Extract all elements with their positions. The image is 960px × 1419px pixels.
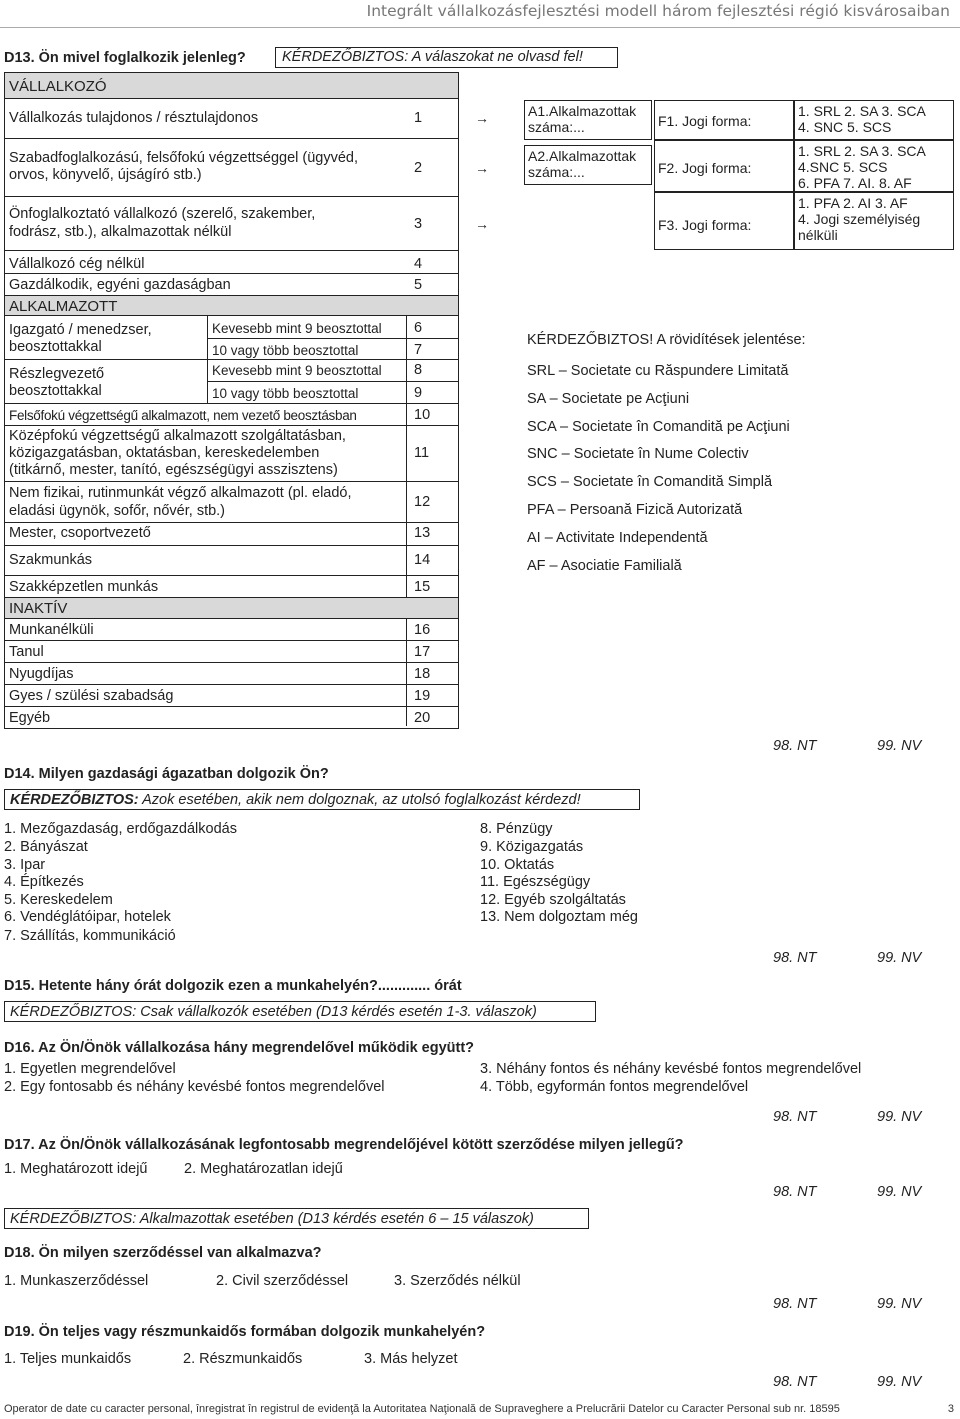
f2-opts-2: 4.SNC 5. SCS [798,159,888,175]
row-8-code: 8 [414,362,423,378]
d14-opt: 7. Szállítás, kommunikáció [4,928,176,944]
d14-note: KÉRDEZŐBIZTOS: Azok esetében, akik nem dolgoznak, az utolsó foglalkozást kérdezd! [10,792,581,808]
d16-opt: 3. Néhány fontos és néhány kevésbé fontos megrendelővel [480,1061,862,1077]
nv-label: 99. NV [877,1109,922,1125]
abbrev-item: SNC – Societate în Nume Colectiv [527,446,749,462]
d18-opt: 2. Civil szerződéssel [216,1273,349,1289]
row-17-code: 17 [414,644,431,660]
divider [4,138,459,139]
f3-opts-cell [794,192,954,250]
f2-cell [654,140,794,192]
row-3-code: 3 [414,216,423,232]
d16-opt: 1. Egyetlen megrendelővel [4,1061,176,1077]
abbrev-title: KÉRDEZŐBIZTOS! A rövidítések jelentése: [527,332,806,348]
a1-label-2: száma:... [528,119,585,135]
d15-note: KÉRDEZŐBIZTOS: Csak vállalkozók esetében (D13 kérdés esetén 1-3. válaszok) [10,1004,537,1020]
row-13-code: 13 [414,525,431,541]
group-reszleg-2: beosztottakkal [9,383,102,399]
divider [207,381,459,382]
a2-label-1: A2.Alkalmazottak [528,148,637,164]
divider [4,684,459,685]
f3-cell [654,192,794,250]
f1-cell [654,100,794,140]
d14-opt: 5. Kereskedelem [4,892,113,908]
divider [4,640,459,641]
nt-label: 98. NT [773,1296,817,1312]
row-5-code: 5 [414,277,423,293]
a2-cell [524,145,652,185]
d18-opt: 1. Munkaszerződéssel [4,1273,149,1289]
row-7-code: 7 [414,342,423,358]
d15-question: D15. Hetente hány órát dolgozik ezen a munkahelyén?............. órát [4,978,462,994]
f2-label: F2. Jogi forma: [658,160,752,176]
row-4-label: Vállalkozó cég nélkül [9,256,145,272]
divider [406,316,407,726]
d14-opt: 2. Bányászat [4,839,88,855]
a2-label-2: száma:... [528,164,585,180]
d17-note-box [4,1208,589,1229]
d16-question: D16. Az Ön/Önök vállalkozása hány megrendelővel működik együtt? [4,1040,475,1056]
page-number: 3 [947,1403,954,1415]
row-2-code: 2 [414,160,423,176]
d14-question: D14. Milyen gazdasági ágazatban dolgozik Ön? [4,766,329,782]
running-header: Integrált vállalkozásfejlesztési modell három fejlesztési régió kisvárosaiban [366,2,950,20]
row-12-code: 12 [414,494,431,510]
row-16-code: 16 [414,622,431,638]
header-rule [0,27,960,28]
row-11-label-2: közigazgatásban, oktatásban, kereskedelemben [9,445,320,461]
f1-opts-2: 4. SNC 5. SCS [798,119,892,135]
d17-opt: 1. Meghatározott idejű [4,1161,148,1177]
row-11-label-3: (titkárnő, mester, tanító, egészségügyi asszisztens) [9,462,338,478]
nv-label: 99. NV [877,950,922,966]
d18-opt: 3. Szerződés nélkül [394,1273,521,1289]
d13-note-box [275,47,618,68]
d14-note-box [4,789,640,810]
arrow-right-icon: → [475,110,489,126]
row-18-code: 18 [414,666,431,682]
row-4-code: 4 [414,256,423,272]
row-18-label: Nyugdíjas [9,666,74,682]
nt-label: 98. NT [773,738,817,754]
row-13-label: Mester, csoportvezető [9,525,151,541]
row-14-label: Szakmunkás [9,552,93,568]
row-11-label-1: Középfokú végzettségű alkalmazott szolgáltatásban, [9,428,346,444]
d19-opt: 3. Más helyzet [364,1351,458,1367]
row-9-code: 9 [414,385,423,401]
d16-opt: 4. Több, egyformán fontos megrendelővel [480,1079,749,1095]
row-19-code: 19 [414,688,431,704]
a1-cell [524,100,652,140]
row-15-label: Szakképzetlen munkás [9,579,159,595]
row-5-label: Gazdálkodik, egyéni gazdaságban [9,277,231,293]
divider [4,706,459,707]
divider [207,338,459,339]
divider [4,425,459,426]
f3-label: F3. Jogi forma: [658,217,752,233]
d17-opt: 2. Meghatározatlan idejű [184,1161,343,1177]
arrow-right-icon: → [475,160,489,176]
row-19-label: Gyes / szülési szabadság [9,688,174,704]
abbrev-item: SRL – Societate cu Răspundere Limitată [527,363,789,379]
group-reszleg-1: Részlegvezető [9,366,105,382]
row-6-label: Kevesebb mint 9 beosztottal [212,321,382,336]
row-2-label-2: orvos, könyvelő, újságíró stb.) [9,167,202,183]
divider [4,522,459,523]
divider [4,273,459,274]
nt-label: 98. NT [773,1374,817,1390]
f3-opts-1: 1. PFA 2. AI 3. AF [798,195,908,211]
nt-label: 98. NT [773,1184,817,1200]
d15-note-box [4,1001,596,1022]
row-7-label: 10 vagy több beosztottal [212,343,359,358]
divider [4,662,459,663]
d19-opt: 1. Teljes munkaidős [4,1351,132,1367]
section-alkalmazott [4,295,459,316]
d14-opt: 1. Mezőgazdaság, erdőgazdálkodás [4,821,237,837]
row-10-label: Felsőfokú végzettségű alkalmazott, nem vezető beosztásban [9,408,357,423]
section-inaktiv-label: INAKTÍV [9,600,68,617]
row-12-label-1: Nem fizikai, rutinmunkát végző alkalmazott (pl. eladó, [9,485,352,501]
row-16-label: Munkanélküli [9,622,94,638]
divider [4,575,459,576]
f2-opts-3: 6. PFA 7. AI. 8. AF [798,175,912,191]
d18-question: D18. Ön milyen szerződéssel van alkalmazva? [4,1245,322,1261]
a1-label-1: A1.Alkalmazottak [528,103,637,119]
divider [4,403,459,404]
arrow-right-icon: → [475,216,489,232]
abbrev-item: SCA – Societate în Comandită pe Acţiuni [527,419,790,435]
f3-opts-2: 4. Jogi személyiség [798,211,921,227]
d19-question: D19. Ön teljes vagy részmunkaidős formában dolgozik munkahelyén? [4,1324,486,1340]
nt-label: 98. NT [773,950,817,966]
row-2-label-1: Szabadfoglalkozású, felsőfokú végzettséggel (ügyvéd, [9,150,359,166]
abbrev-item: SCS – Societate în Comandită Simplă [527,474,773,490]
row-20-code: 20 [414,710,431,726]
row-20-label: Egyéb [9,710,51,726]
f1-opts-1: 1. SRL 2. SA 3. SCA [798,103,926,119]
section-inaktiv [4,597,459,619]
abbrev-item: SA – Societate pe Acţiuni [527,391,690,407]
d14-opt: 4. Építkezés [4,874,84,890]
d14-opt: 11. Egészségügy [480,874,591,890]
d19-opt: 2. Részmunkaidős [183,1351,303,1367]
d14-opt: 13. Nem dolgoztam még [480,909,638,925]
section-vallalkozo [4,72,459,99]
f1-opts-cell [794,100,954,140]
divider [4,250,459,251]
d14-opt: 12. Egyéb szolgáltatás [480,892,626,908]
footer-text: Operator de date cu caracter personal, înregistrat în registrul de evidenţă la Autoritatea Naţională de Supraveghere a Prelucrării Datelor cu Caracter Personal sub nr. 18595 [4,1403,840,1415]
section-alkalmazott-label: ALKALMAZOTT [9,298,118,315]
d16-opt: 2. Egy fontosabb és néhány kevésbé fontos megrendelővel [4,1079,385,1095]
row-8-label: Kevesebb mint 9 beosztottal [212,363,382,378]
d14-opt: 6. Vendéglátóipar, hotelek [4,909,171,925]
f1-label: F1. Jogi forma: [658,113,752,129]
row-14-code: 14 [414,552,431,568]
row-11-code: 11 [414,445,430,461]
row-1-code: 1 [414,110,423,126]
abbrev-item: PFA – Persoană Fizică Autorizată [527,502,743,518]
abbrev-item: AI – Activitate Independentă [527,530,708,546]
row-10-code: 10 [414,407,431,423]
f2-opts-cell [794,140,954,192]
row-17-label: Tanul [9,644,44,660]
nv-label: 99. NV [877,1296,922,1312]
divider [4,196,459,197]
group-igazgato-1: Igazgató / menedzser, [9,322,152,338]
d14-opt: 9. Közigazgatás [480,839,584,855]
group-igazgato-2: beosztottakkal [9,339,102,355]
nv-label: 99. NV [877,1374,922,1390]
d14-opt: 10. Oktatás [480,857,555,873]
row-6-code: 6 [414,320,423,336]
d17-question: D17. Az Ön/Önök vállalkozásának legfontosabb megrendelőjével kötött szerződése milyen jellegű? [4,1137,684,1153]
d13-question: D13. Ön mivel foglalkozik jelenleg? [4,50,246,66]
d14-opt: 8. Pénzügy [480,821,553,837]
row-3-label-2: fodrász, stb.), alkalmazottak nélkül [9,224,232,240]
f2-opts-1: 1. SRL 2. SA 3. SCA [798,143,926,159]
nt-label: 98. NT [773,1109,817,1125]
row-12-label-2: eladási ügynök, sofőr, nővér, stb.) [9,503,226,519]
row-3-label-1: Önfoglalkoztató vállalkozó (szerelő, szakember, [9,206,316,222]
nv-label: 99. NV [877,1184,922,1200]
row-15-code: 15 [414,579,431,595]
d14-opt: 3. Ipar [4,857,46,873]
section-vallalkozo-label: VÁLLALKOZÓ [9,78,107,95]
abbrev-item: AF – Asociatie Familială [527,558,682,574]
nv-label: 99. NV [877,738,922,754]
d17-note: KÉRDEZŐBIZTOS: Alkalmazottak esetében (D13 kérdés esetén 6 – 15 válaszok) [10,1211,534,1227]
f3-opts-3: nélküli [798,227,838,243]
divider [4,481,459,482]
row-9-label: 10 vagy több beosztottal [212,386,359,401]
divider [4,359,459,360]
row-1-label: Vállalkozás tulajdonos / résztulajdonos [9,110,259,126]
divider [4,545,459,546]
d13-note: KÉRDEZŐBIZTOS: A válaszokat ne olvasd fel! [282,49,583,65]
